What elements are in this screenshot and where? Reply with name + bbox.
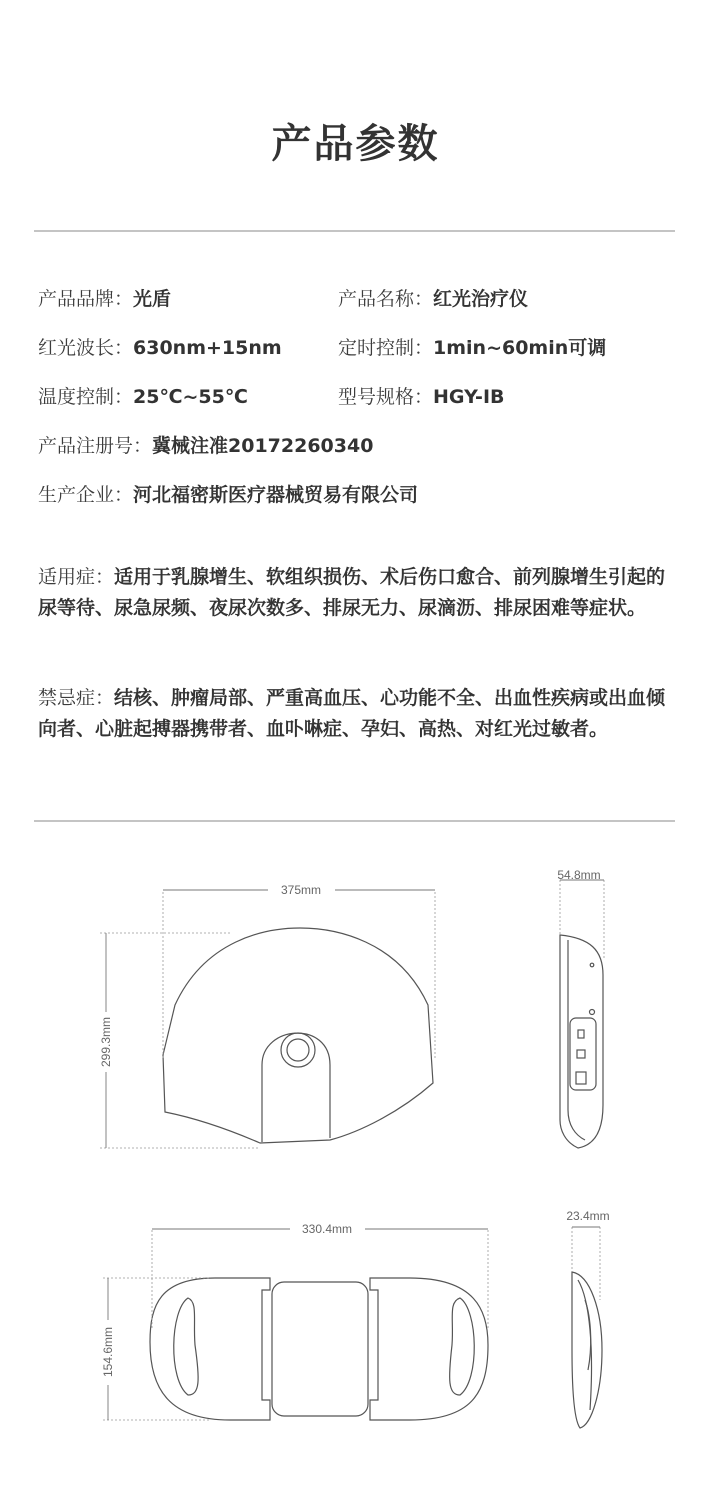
front-view-outline	[163, 928, 433, 1143]
spec-value: 630nm+15nm	[133, 337, 282, 359]
divider-top	[34, 230, 675, 232]
side-view-outline	[560, 935, 603, 1148]
spec-wavelength	[38, 335, 282, 361]
contraindications-text: 结核、肿瘤局部、严重高血压、心功能不全、出血性疾病或出血倾向者、心脏起搏器携带者、血卟啉症、孕妇、高热、对红光过敏者。	[38, 687, 666, 740]
page-title: 产品参数	[271, 121, 440, 167]
bottom-side-depth-label: 23.4mm	[566, 1209, 610, 1223]
product-dimension-drawing	[0, 850, 711, 1470]
spec-model	[338, 384, 505, 410]
spec-value: 红光治疗仪	[433, 288, 529, 310]
spec-label: 定时控制：	[338, 337, 434, 359]
spec-value: HGY-IB	[433, 386, 505, 408]
contraindications-paragraph	[38, 683, 668, 745]
bottom-width-label: 330.4mm	[301, 1222, 353, 1236]
spec-label: 温度控制：	[38, 386, 134, 408]
spec-label: 产品品牌：	[38, 288, 134, 310]
spec-name	[338, 286, 528, 312]
front-width-label: 375mm	[280, 883, 322, 897]
front-height-label: 299.3mm	[99, 1016, 113, 1068]
spec-value: 1min~60min可调	[433, 337, 607, 359]
spec-brand	[38, 286, 171, 312]
spec-label: 红光波长：	[38, 337, 134, 359]
spec-label: 产品注册号：	[38, 435, 153, 457]
spec-manufacturer	[38, 482, 418, 508]
contraindications-label: 禁忌症：	[38, 687, 115, 709]
spec-label: 产品名称：	[338, 288, 434, 310]
bottom-view-outline	[150, 1278, 488, 1420]
indications-paragraph	[38, 562, 668, 624]
spec-temperature	[38, 384, 248, 410]
spec-value: 冀械注准20172260340	[152, 435, 374, 457]
spec-value: 河北福密斯医疗器械贸易有限公司	[133, 484, 419, 506]
spec-value: 光盾	[133, 288, 172, 310]
spec-value: 25℃~55℃	[133, 386, 248, 408]
spec-label: 生产企业：	[38, 484, 134, 506]
indications-text: 适用于乳腺增生、软组织损伤、术后伤口愈合、前列腺增生引起的尿等待、尿急尿频、夜尿次数多、排尿无力、尿滴沥、排尿困难等症状。	[38, 566, 666, 619]
bottom-side-view-outline	[572, 1272, 602, 1428]
spec-timer	[338, 335, 606, 361]
divider-bottom	[34, 820, 675, 822]
indications-label: 适用症：	[38, 566, 115, 588]
spec-registration	[38, 433, 373, 459]
bottom-height-label: 154.6mm	[101, 1326, 115, 1378]
spec-label: 型号规格：	[338, 386, 434, 408]
side-depth-label: 54.8mm	[557, 868, 601, 882]
